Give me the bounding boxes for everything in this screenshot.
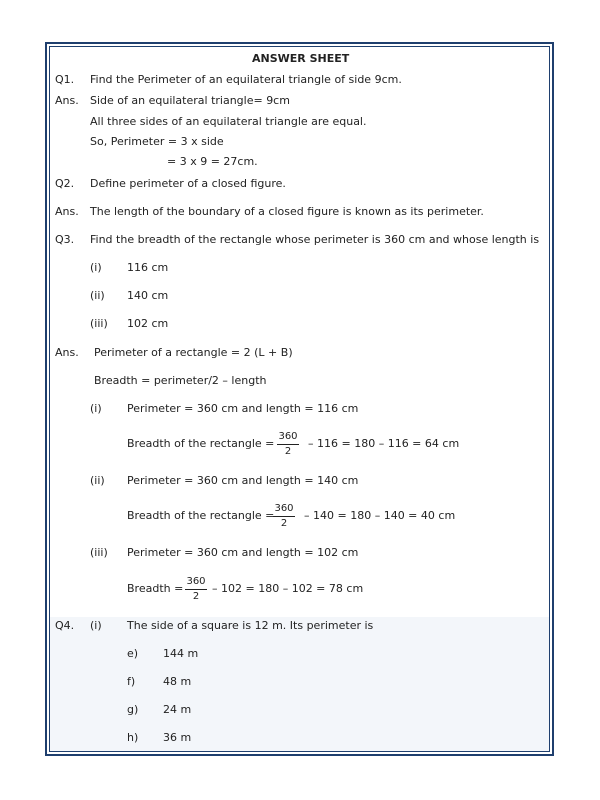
q3-part-given: Perimeter = 360 cm and length = 116 cm [127, 402, 359, 415]
q3-part-num: (i) [90, 402, 102, 415]
q3-part-lead: Breadth of the rectangle = [127, 437, 275, 450]
q1-question: Find the Perimeter of an equilateral triangle of side 9cm. [90, 73, 402, 86]
q3-part-given: Perimeter = 360 cm and length = 140 cm [127, 474, 359, 487]
q1-answer-line: = 3 x 9 = 27cm. [167, 155, 258, 168]
q3-part-lead: Breadth = [127, 582, 184, 595]
fraction-numerator: 360 [273, 503, 295, 517]
fraction-denominator: 2 [284, 446, 292, 457]
fraction [277, 431, 299, 458]
q3-part-result: – 140 = 180 – 140 = 40 cm [304, 509, 456, 522]
fraction-numerator: 360 [185, 576, 207, 590]
q3-formula: Breadth = perimeter/2 – length [94, 374, 267, 387]
q3-option-text: 140 cm [127, 289, 169, 302]
q2-label: Q2. [55, 177, 75, 190]
q4-option-text: 36 m [163, 731, 192, 744]
q3-part-lead: Breadth of the rectangle = [127, 509, 275, 522]
q3-part-num: (iii) [90, 546, 108, 559]
fraction-denominator: 2 [192, 591, 200, 602]
q3-option-num: (iii) [90, 317, 108, 330]
fraction-numerator: 360 [277, 431, 299, 445]
page-title: ANSWER SHEET [252, 52, 350, 65]
q1-answer-line: Side of an equilateral triangle= 9cm [90, 94, 290, 107]
q4-option-text: 48 m [163, 675, 192, 688]
q3-option-num: (i) [90, 261, 102, 274]
q4-sub-num: (i) [90, 619, 102, 632]
q4-label: Q4. [55, 619, 75, 632]
q1-ans-label: Ans. [55, 94, 79, 107]
q3-option-num: (ii) [90, 289, 105, 302]
q3-option-text: 102 cm [127, 317, 169, 330]
q1-answer-line: All three sides of an equilateral triangle are equal. [90, 115, 367, 128]
fraction [185, 576, 207, 603]
q3-ans-label: Ans. [55, 346, 79, 359]
q4-option-num: g) [127, 703, 139, 716]
q2-answer: The length of the boundary of a closed figure is known as its perimeter. [90, 205, 484, 218]
q4-question: The side of a square is 12 m. Its perimeter is [127, 619, 374, 632]
q3-question: Find the breadth of the rectangle whose perimeter is 360 cm and whose length is [90, 233, 540, 246]
q3-part-num: (ii) [90, 474, 105, 487]
q3-part-result: – 102 = 180 – 102 = 78 cm [212, 582, 364, 595]
q3-part-result: – 116 = 180 – 116 = 64 cm [308, 437, 460, 450]
q3-part-given: Perimeter = 360 cm and length = 102 cm [127, 546, 359, 559]
q2-question: Define perimeter of a closed figure. [90, 177, 286, 190]
q4-shaded-area [50, 617, 549, 751]
q1-answer-line: So, Perimeter = 3 x side [90, 135, 224, 148]
q3-option-text: 116 cm [127, 261, 169, 274]
q1-label: Q1. [55, 73, 75, 86]
q2-ans-label: Ans. [55, 205, 79, 218]
q3-formula: Perimeter of a rectangle = 2 (L + B) [94, 346, 293, 359]
q4-option-text: 144 m [163, 647, 199, 660]
q4-option-text: 24 m [163, 703, 192, 716]
fraction [273, 503, 295, 530]
q3-label: Q3. [55, 233, 75, 246]
q4-option-num: h) [127, 731, 139, 744]
fraction-denominator: 2 [280, 518, 288, 529]
q4-option-num: e) [127, 647, 139, 660]
q4-option-num: f) [127, 675, 136, 688]
